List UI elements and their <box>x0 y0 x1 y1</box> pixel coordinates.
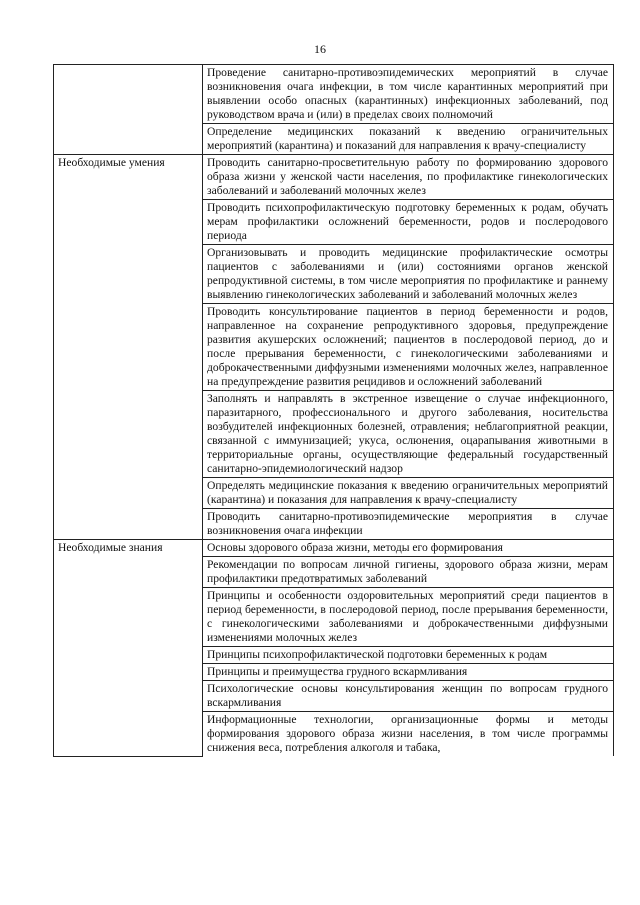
table-cell: Определение медицинских показаний к введению ограничительных мероприятий (карантина) и показаний для направления к врачу-специалисту <box>203 124 614 155</box>
table-cell: Принципы и преимущества грудного вскармливания <box>203 664 614 681</box>
competency-table <box>53 64 614 757</box>
table-cell: Определять медицинские показания к введению ограничительных мероприятий (карантина) и показания для направления к врачу-специалисту <box>203 478 614 509</box>
table-cell: Организовывать и проводить медицинские профилактические осмотры пациентов с заболеваниями и (или) состояниями органов женской репродуктивной системы, в том числе мероприятия по профилактике и раннему выявлению гинекологических заболеваний и заболеваний молочных желез <box>203 245 614 304</box>
table-cell: Информационные технологии, организационные формы и методы формирования здорового образа жизни населения, в том числе программы снижения веса, потребления алкоголя и табака, <box>203 712 614 757</box>
table-cell: Проводить психопрофилактическую подготовку беременных к родам, обучать мерам профилактики осложнений беременности, родов и послеродового периода <box>203 200 614 245</box>
section-label-knowledge: Необходимые знания <box>54 540 203 757</box>
table-cell: Основы здорового образа жизни, методы его формирования <box>203 540 614 557</box>
table-cell: Принципы психопрофилактической подготовки беременных к родам <box>203 647 614 664</box>
table-cell: Заполнять и направлять в экстренное извещение о случае инфекционного, паразитарного, профессионального и другого заболевания, носительства возбудителей инфекционных болезней, отравления; неблагоприятной реакции, связанной с иммунизацией; укуса, ослюнения, оцарапывания животными в территориальные органы, осуществляющие федеральный государственный санитарно-эпидемиологический надзор <box>203 391 614 478</box>
table-cell: Психологические основы консультирования женщин по вопросам грудного вскармливания <box>203 681 614 712</box>
table-cell: Проводить санитарно-противоэпидемические мероприятия в случае возникновения очага инфекции <box>203 509 614 540</box>
table-row <box>54 540 614 557</box>
section-label-skills: Необходимые умения <box>54 155 203 540</box>
table-cell: Принципы и особенности оздоровительных мероприятий среди пациентов в период беременности, в послеродовой период, после прерывания беременности, с гинекологическими заболеваниями и доброкачественными диффузными изменениями молочных желез <box>203 588 614 647</box>
table-cell: Проводить санитарно-просветительную работу по формированию здорового образа жизни у женской части населения, по профилактике гинекологических заболеваний и заболеваний молочных желез <box>203 155 614 200</box>
table-row <box>54 155 614 200</box>
table-cell: Проведение санитарно-противоэпидемических мероприятий в случае возникновения очага инфекции, в том числе карантинных мероприятий при выявлении особо опасных (карантинных) инфекционных заболеваний, под руководством врача и (или) в пределах своих полномочий <box>203 65 614 124</box>
section-label-empty <box>54 65 203 155</box>
table-cell: Рекомендации по вопросам личной гигиены, здорового образа жизни, мерам профилактики предотвратимых заболеваний <box>203 557 614 588</box>
table-cell: Проводить консультирование пациентов в период беременности и родов, направленное на сохранение репродуктивного здоровья, предупреждение развития акушерских осложнений; пациентов в послеродовой период, до и после прерывания беременности, с гинекологическими заболеваниями и доброкачественными диффузными изменениями молочных желез, направленное на предупреждение развития рецидивов и осложнений заболеваний <box>203 304 614 391</box>
page-number: 16 <box>314 42 326 56</box>
table-row <box>54 65 614 124</box>
